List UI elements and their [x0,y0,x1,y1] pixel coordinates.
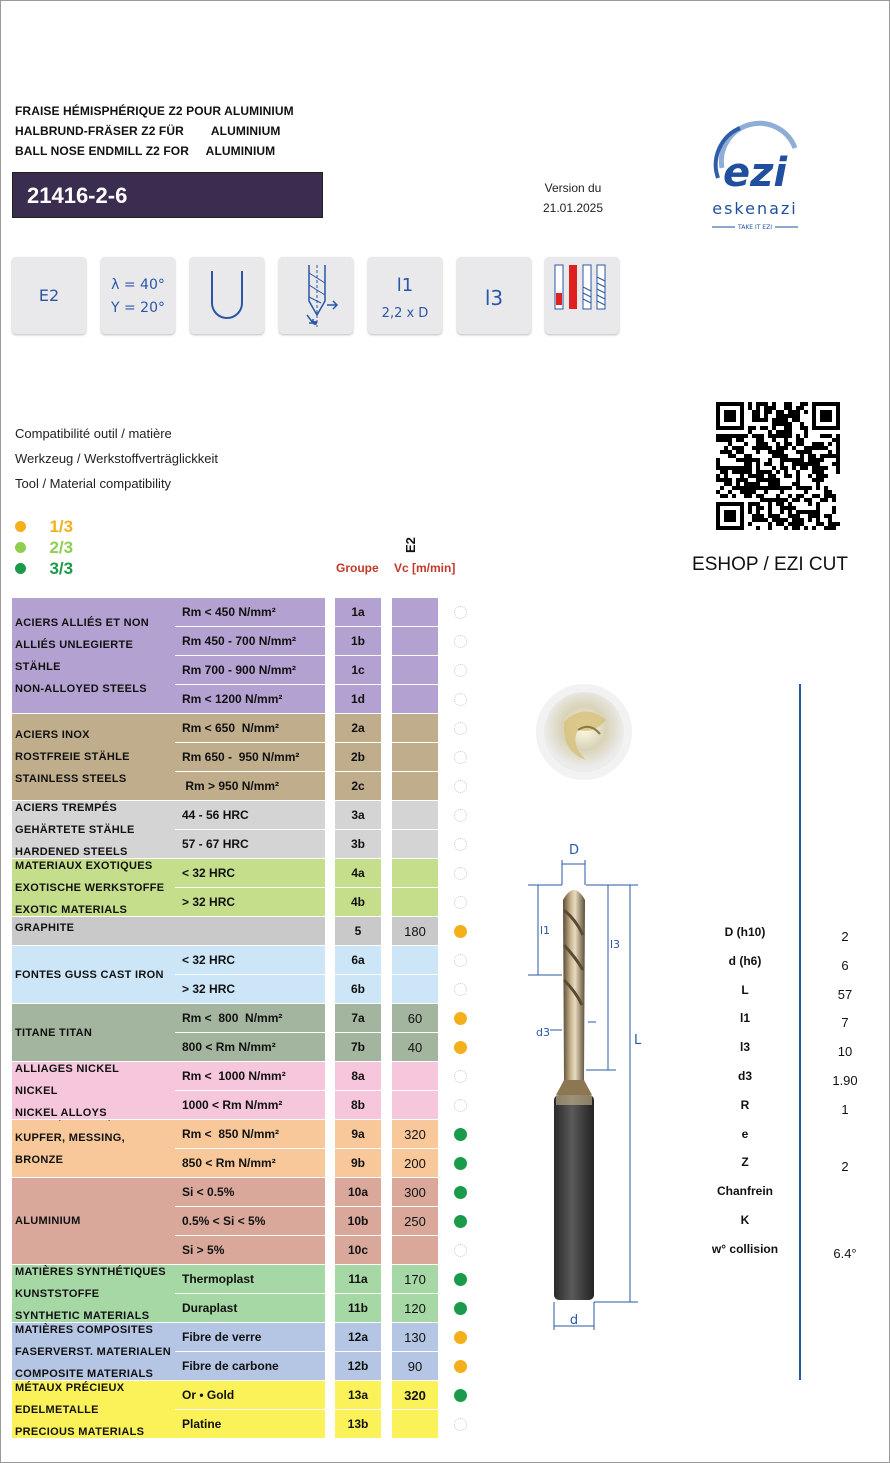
compatibility-dot [454,664,467,677]
group-line: MATERIAUX EXOTIQUES [15,859,153,872]
material-group-label [12,801,175,858]
material-subgroup: Si > 5% [175,1236,325,1264]
group-line: HARDENED STEELS [15,845,128,858]
material-subgroup: 1000 < Rm N/mm² [175,1091,325,1119]
cutting-speed [392,888,438,916]
material-code: 6a [335,946,381,974]
compatibility-dot [454,1157,467,1170]
compat-de: Werkzeug / Werkstoffverträglickkeit [15,451,219,466]
legend-dot [15,521,26,532]
cutting-speed: 130 [392,1323,438,1351]
cutting-speed [392,1410,438,1438]
e2-column-header: E2 [403,537,418,553]
material-group-label [12,917,325,945]
groupe-header: Groupe [336,561,379,575]
cutting-speed: 170 [392,1265,438,1293]
material-subgroup: < 32 HRC [175,859,325,887]
compatibility-dot [454,1244,467,1257]
group-line: NICKEL [15,1084,58,1097]
cutting-speed [392,801,438,829]
cutting-speed [392,1091,438,1119]
group-line: GEHÄRTETE STÄHLE [15,823,135,836]
svg-text:d3: d3 [536,1026,550,1039]
cutting-speed: 90 [392,1352,438,1380]
material-subgroup: 57 - 67 HRC [175,830,325,858]
svg-text:l3: l3 [484,286,504,310]
compatibility-dot [454,1186,467,1199]
cutting-speed: 300 [392,1178,438,1206]
cutting-speed: 60 [392,1004,438,1032]
title-fr: FRAISE HÉMISPHÉRIQUE Z2 POUR ALUMINIUM [15,104,294,118]
material-subgroup: Rm < 850 N/mm² [175,1120,325,1148]
material-code: 3a [335,801,381,829]
cutting-speed [392,830,438,858]
coating-icon [545,257,619,334]
compatibility-dot [454,1389,467,1402]
e2-icon [12,257,86,334]
spec-label: e [741,1126,749,1141]
material-code: 3b [335,830,381,858]
helix-angle-icon [101,257,175,334]
material-code: 11b [335,1294,381,1322]
material-group-label [12,1062,175,1119]
title-de: HALBRUND-FRÄSER Z2 FÜR ALUMINIUM [15,124,281,138]
material-code: 4b [335,888,381,916]
compatibility-dot [454,606,467,619]
reference-number: 21416-2-6 [12,172,323,218]
group-line: ACIERS ALLIÉS ET NON [15,616,149,629]
eskenazi-logo [700,108,810,233]
version-label: Version du [544,181,602,195]
compatibility-dot [454,751,467,764]
material-code: 8b [335,1091,381,1119]
compatibility-dot [454,693,467,706]
ball-nose-icon [190,257,264,334]
cutting-speed [392,772,438,800]
material-code: 13b [335,1410,381,1438]
svg-text:2,2 x D: 2,2 x D [381,306,429,321]
material-subgroup: Platine [175,1410,325,1438]
material-code: 7a [335,1004,381,1032]
legend-dot [15,542,26,553]
material-code: 1b [335,627,381,655]
material-subgroup: Fibre de carbone [175,1352,325,1380]
cutting-speed [392,1236,438,1264]
compat-fr: Compatibilité outil / matière [15,426,172,441]
material-code: 7b [335,1033,381,1061]
cutting-speed: 40 [392,1033,438,1061]
spec-label: L [741,982,749,997]
material-subgroup: Rm < 1200 N/mm² [175,685,325,713]
group-line: MATIÈRES COMPOSITES [15,1323,154,1336]
group-line: FASERVERST. MATERIALEN [15,1345,171,1358]
qr-caption: ESHOP / EZI CUT [692,554,848,575]
svg-text:λ = 40°: λ = 40° [111,277,165,293]
cutting-speed [392,859,438,887]
material-code: 2a [335,714,381,742]
compatibility-dot [454,1302,467,1315]
l3-length-icon [457,257,531,334]
legend-3-3: 3/3 [15,559,73,579]
material-subgroup: Si < 0.5% [175,1178,325,1206]
group-line: ACIERS TREMPÉS [15,801,117,814]
group-line: ALUMINIUM [15,1215,81,1227]
l1-length-icon [368,257,442,334]
cutting-speed [392,627,438,655]
group-line: ROSTFREIE STÄHLE [15,751,130,763]
compatibility-dot [454,983,467,996]
compatibility-dot [454,925,467,938]
brand-tagline: TAKE IT EZI [738,224,772,231]
spec-label: R [740,1097,750,1112]
group-line: EXOTISCHE WERKSTOFFE [15,881,165,894]
group-line: TITANE TITAN [15,1026,93,1039]
group-line: ACIERS INOX [15,729,90,741]
material-group-label [12,859,175,916]
group-line: MATIÈRES SYNTHÉTIQUES [15,1265,166,1278]
title-en: BALL NOSE ENDMILL Z2 FOR ALUMINIUM [15,144,276,158]
group-line: KUPFER, MESSING, BRONZE [15,1131,125,1166]
material-group-label [12,1323,175,1380]
material-subgroup: Or • Gold [175,1381,325,1409]
material-code: 9b [335,1149,381,1177]
spec-label: l1 [739,1011,750,1026]
material-subgroup: Thermoplast [175,1265,325,1293]
group-line: SYNTHETIC MATERIALS [15,1309,150,1322]
group-line: KUNSTSTOFFE [15,1287,100,1300]
svg-text:l3: l3 [610,938,621,951]
compatibility-dot [454,838,467,851]
svg-text:D: D [568,843,580,858]
spec-label: D (h10) [724,925,766,939]
group-line: PRECIOUS MATERIALS [15,1425,145,1438]
spec-value: 2 [841,1159,849,1175]
legend-2-3: 2/3 [15,538,73,558]
legend-1-3: 1/3 [15,517,73,537]
spec-value: 2 [841,929,849,944]
svg-text:L: L [634,1033,642,1048]
cutting-speed: 180 [392,917,438,945]
material-code: 10a [335,1178,381,1206]
spec-value: 10 [837,1044,853,1060]
cutting-speed [392,656,438,684]
svg-text:l1: l1 [396,275,414,296]
material-group-label [12,1178,175,1264]
cutting-speed: 320 [392,1120,438,1148]
group-line: FONTES GUSS CAST IRON [15,968,164,981]
compatibility-dot [454,1215,467,1228]
material-code: 2c [335,772,381,800]
cutting-speed [392,598,438,626]
svg-text:E2: E2 [38,286,60,305]
material-group-label [12,1120,175,1177]
qr-code[interactable] [716,402,840,530]
spec-label: l3 [739,1040,750,1055]
material-subgroup: Rm < 1000 N/mm² [175,1062,325,1090]
cutting-speed [392,714,438,742]
material-code: 13a [335,1381,381,1409]
cutting-speed: 200 [392,1149,438,1177]
group-line: ALLIÉS UNLEGIERTE STÄHLE [15,638,134,673]
compatibility-dot [454,1273,467,1286]
material-code: 1d [335,685,381,713]
material-code: 10c [335,1236,381,1264]
material-subgroup: Rm 650 - 950 N/mm² [175,743,325,771]
spec-value: 57 [837,986,853,1002]
compatibility-dot [454,1012,467,1025]
material-code: 5 [335,917,381,945]
spec-label: Chanfrein [716,1184,773,1199]
group-line: NICKEL ALLOYS [15,1106,107,1119]
svg-text:d: d [569,1313,579,1328]
material-code: 10b [335,1207,381,1235]
group-line: NON-ALLOYED STEELS [15,682,147,695]
material-subgroup: Rm > 950 N/mm² [175,772,325,800]
material-code: 9a [335,1120,381,1148]
spec-value: 6 [841,957,849,973]
spec-value: 6.4° [833,1245,857,1261]
group-line: EXOTIC MATERIALS [15,903,128,916]
compat-en: Tool / Material compatibility [15,476,172,491]
material-subgroup: > 32 HRC [175,975,325,1003]
material-code: 2b [335,743,381,771]
material-subgroup: Rm 450 - 700 N/mm² [175,627,325,655]
material-subgroup: Duraplast [175,1294,325,1322]
group-line: ALLIAGES NICKEL [15,1062,120,1075]
cutting-speed: 120 [392,1294,438,1322]
material-group-label [12,946,175,1003]
spec-label: d (h6) [728,953,762,968]
material-code: 6b [335,975,381,1003]
material-subgroup: Rm < 650 N/mm² [175,714,325,742]
cutting-speed [392,1062,438,1090]
spec-label: d3 [737,1069,752,1083]
legend-dot [15,563,26,574]
svg-text:l1: l1 [540,924,551,937]
version-date: 21.01.2025 [542,201,604,215]
logo-text: ezi [722,150,788,196]
group-line: MÉTAUX PRÉCIEUX [15,1381,125,1394]
tool-drawing [520,840,660,1340]
material-group-label [12,1265,175,1322]
material-subgroup: > 32 HRC [175,888,325,916]
compatibility-dot [454,809,467,822]
compatibility-dot [454,1418,467,1431]
spec-value: 7 [841,1015,849,1031]
group-line: EDELMETALLE [15,1403,99,1416]
cutting-speed [392,685,438,713]
material-subgroup: 44 - 56 HRC [175,801,325,829]
spec-value: 1 [841,1101,849,1117]
tool-geometry-icon [279,257,353,334]
compatibility-dot [454,635,467,648]
vc-header: Vc [m/min] [394,561,456,575]
tool-end-view-photo [534,682,634,782]
compatibility-dot [454,1099,467,1112]
material-subgroup: < 32 HRC [175,946,325,974]
compatibility-dot [454,722,467,735]
cutting-speed [392,975,438,1003]
cutting-speed: 250 [392,1207,438,1235]
compatibility-dot [454,896,467,909]
cutting-speed: 320 [392,1381,438,1409]
group-line: GRAPHITE [15,922,75,934]
material-subgroup: Rm < 450 N/mm² [175,598,325,626]
group-line: STAINLESS STEELS [15,773,127,785]
compatibility-dot [454,1360,467,1373]
material-subgroup: 850 < Rm N/mm² [175,1149,325,1177]
material-group-label [12,1381,175,1438]
material-subgroup: 0.5% < Si < 5% [175,1207,325,1235]
material-subgroup: Rm 700 - 900 N/mm² [175,656,325,684]
compatibility-dot [454,1331,467,1344]
divider-line [799,684,801,1380]
brand-name: eskenazi [712,199,798,218]
group-line: COMPOSITE MATERIALS [15,1367,154,1380]
material-group-label [12,598,175,713]
compatibility-dot [454,1070,467,1083]
spec-value: 1.90 [832,1073,858,1088]
material-subgroup: 800 < Rm N/mm² [175,1033,325,1061]
cutting-speed [392,743,438,771]
compatibility-dot [454,1041,467,1054]
material-code: 8a [335,1062,381,1090]
svg-text:Y = 20°: Y = 20° [111,300,165,316]
material-code: 1c [335,656,381,684]
material-group-label [12,1004,175,1061]
spec-label: w° collision [711,1241,779,1256]
material-code: 4a [335,859,381,887]
compatibility-dot [454,954,467,967]
material-code: 12a [335,1323,381,1351]
compatibility-dot [454,867,467,880]
material-code: 1a [335,598,381,626]
compatibility-dot [454,780,467,793]
compatibility-dot [454,1128,467,1141]
material-code: 12b [335,1352,381,1380]
material-subgroup: Rm < 800 N/mm² [175,1004,325,1032]
cutting-speed [392,946,438,974]
spec-label: Z [741,1155,749,1170]
material-code: 11a [335,1265,381,1293]
spec-label: K [740,1213,750,1227]
material-subgroup: Fibre de verre [175,1323,325,1351]
group-line [15,1171,165,1178]
material-group-label [12,714,175,800]
